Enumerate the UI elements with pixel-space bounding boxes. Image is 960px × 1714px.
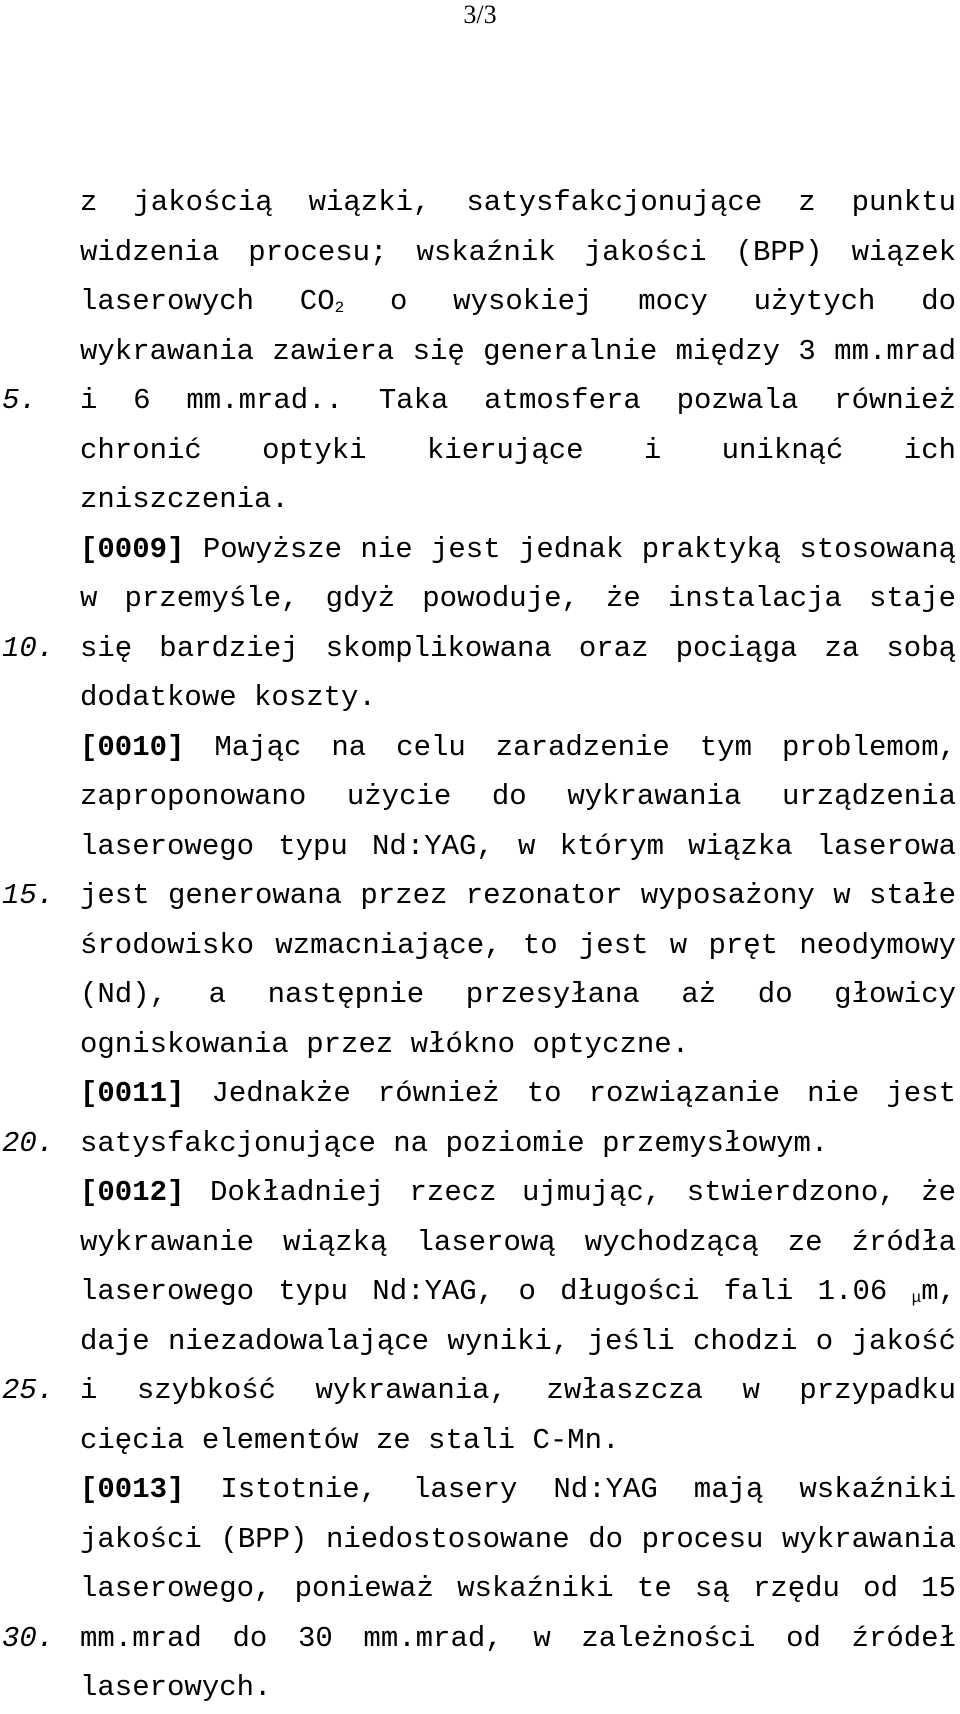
line-text: laserowego typu Nd:YAG, w którym wiązka laserowa [80, 829, 956, 863]
paragraph-number: [0012] [80, 1176, 185, 1209]
text-line [80, 1168, 956, 1218]
line-text: (Nd), a następnie przesyłana aż do głowicy [80, 978, 956, 1011]
line-text: dodatkowe koszty. [80, 681, 376, 714]
text-line [2, 1366, 956, 1416]
text-line [2, 871, 956, 921]
text-line [80, 1663, 956, 1713]
line-text: Dokładniej rzecz ujmując, stwierdzono, że [209, 1176, 956, 1209]
page-number: 3/3 [463, 0, 497, 29]
text-line [80, 1416, 956, 1466]
line-text: jakości (BPP) niedostosowane do procesu wykrawania [80, 1522, 956, 1556]
line-text: cięcia elementów ze stali C-Mn. [80, 1423, 620, 1457]
line-text: m, [921, 1275, 956, 1308]
line-text: Powyższe nie jest jednak praktyką stosowaną [202, 532, 957, 566]
text-line [80, 1515, 956, 1565]
line-text: wykrawania zawiera się generalnie między 3 mm.mrad [80, 334, 956, 368]
text-line [80, 1564, 956, 1614]
line-text: i 6 mm.mrad.. Taka atmosfera pozwala również [80, 384, 956, 417]
line-text: z jakością wiązki, satysfakcjonujące z punktu [80, 186, 956, 219]
text-line [80, 1267, 956, 1317]
text-line [2, 376, 956, 426]
text-line [80, 574, 956, 624]
text-line [80, 178, 956, 228]
paragraph-number: [0011] [80, 1077, 185, 1110]
line-text: ogniskowania przez włókno optyczne. [80, 1027, 690, 1061]
subscript: 2 [334, 299, 345, 318]
line-text: się bardziej skomplikowana oraz pociąga za sobą [80, 631, 956, 665]
text-line [80, 921, 956, 971]
line-text: Mając na celu zaradzenie tym problemom, [214, 730, 956, 764]
line-text: Istotnie, lasery Nd:YAG mają wskaźniki [220, 1473, 957, 1506]
line-text: laserowego, ponieważ wskaźniki te są rzędu od 15 [80, 1572, 956, 1605]
line-text: mm.mrad do 30 mm.mrad, w zależności od źródeł [80, 1621, 956, 1655]
subscript: μ [911, 1289, 922, 1308]
line-text: widzenia procesu; wskaźnik jakości (BPP) wiązek [80, 235, 956, 269]
text-line [80, 970, 956, 1020]
line-text: o wysokiej mocy użytych do [390, 285, 956, 318]
line-text: w przemyśle, gdyż powoduje, że instalacja staje [80, 582, 956, 615]
text-line [80, 228, 956, 278]
line-number: 30. [2, 1621, 55, 1655]
text-line [80, 1069, 956, 1119]
text-line [80, 475, 956, 525]
text-line [80, 327, 956, 377]
text-line [80, 1465, 956, 1515]
line-text: zniszczenia. [80, 483, 289, 516]
text-line [80, 525, 956, 575]
line-text: laserowego typu Nd:YAG, o długości fali 1.06 [80, 1275, 888, 1308]
line-text: jest generowana przez rezonator wyposażony w stałe [80, 879, 956, 912]
text-line [80, 1218, 956, 1268]
paragraph-number: [0009] [80, 532, 185, 566]
line-text: środowisko wzmacniające, to jest w pręt neodymowy [80, 928, 956, 962]
text-line [2, 1119, 956, 1169]
text-line [80, 426, 956, 476]
line-text: laserowych CO [80, 285, 335, 318]
line-text: i szybkość wykrawania, zwłaszcza w przypadku [80, 1374, 956, 1407]
line-number: 10. [2, 631, 55, 665]
document-body [2, 178, 957, 1713]
text-line [80, 723, 956, 773]
text-line [2, 624, 956, 674]
paragraph-number: [0010] [80, 730, 185, 764]
paragraph-number: [0013] [80, 1473, 185, 1506]
text-line [80, 772, 956, 822]
line-text: satysfakcjonujące na poziomie przemysłowym. [80, 1126, 829, 1160]
text-line [80, 822, 956, 872]
text-line [80, 1020, 956, 1070]
text-line [80, 673, 956, 723]
line-text: daje niezadowalające wyniki, jeśli chodzi o jakość [80, 1324, 956, 1358]
text-line [80, 1317, 956, 1367]
line-text: Jednakże również to rozwiązanie nie jest [211, 1077, 956, 1110]
line-number: 25. [2, 1374, 55, 1407]
text-line [2, 1614, 956, 1664]
text-line [80, 277, 956, 327]
line-text: chronić optyki kierujące i uniknąć ich [80, 433, 956, 467]
line-number: 5. [2, 384, 37, 417]
line-text: zaproponowano użycie do wykrawania urządzenia [80, 780, 956, 813]
line-text: wykrawanie wiązką laserową wychodzącą ze źródła [80, 1225, 956, 1259]
line-number: 20. [2, 1126, 55, 1160]
line-number: 15. [2, 879, 55, 912]
line-text: laserowych. [80, 1671, 272, 1704]
